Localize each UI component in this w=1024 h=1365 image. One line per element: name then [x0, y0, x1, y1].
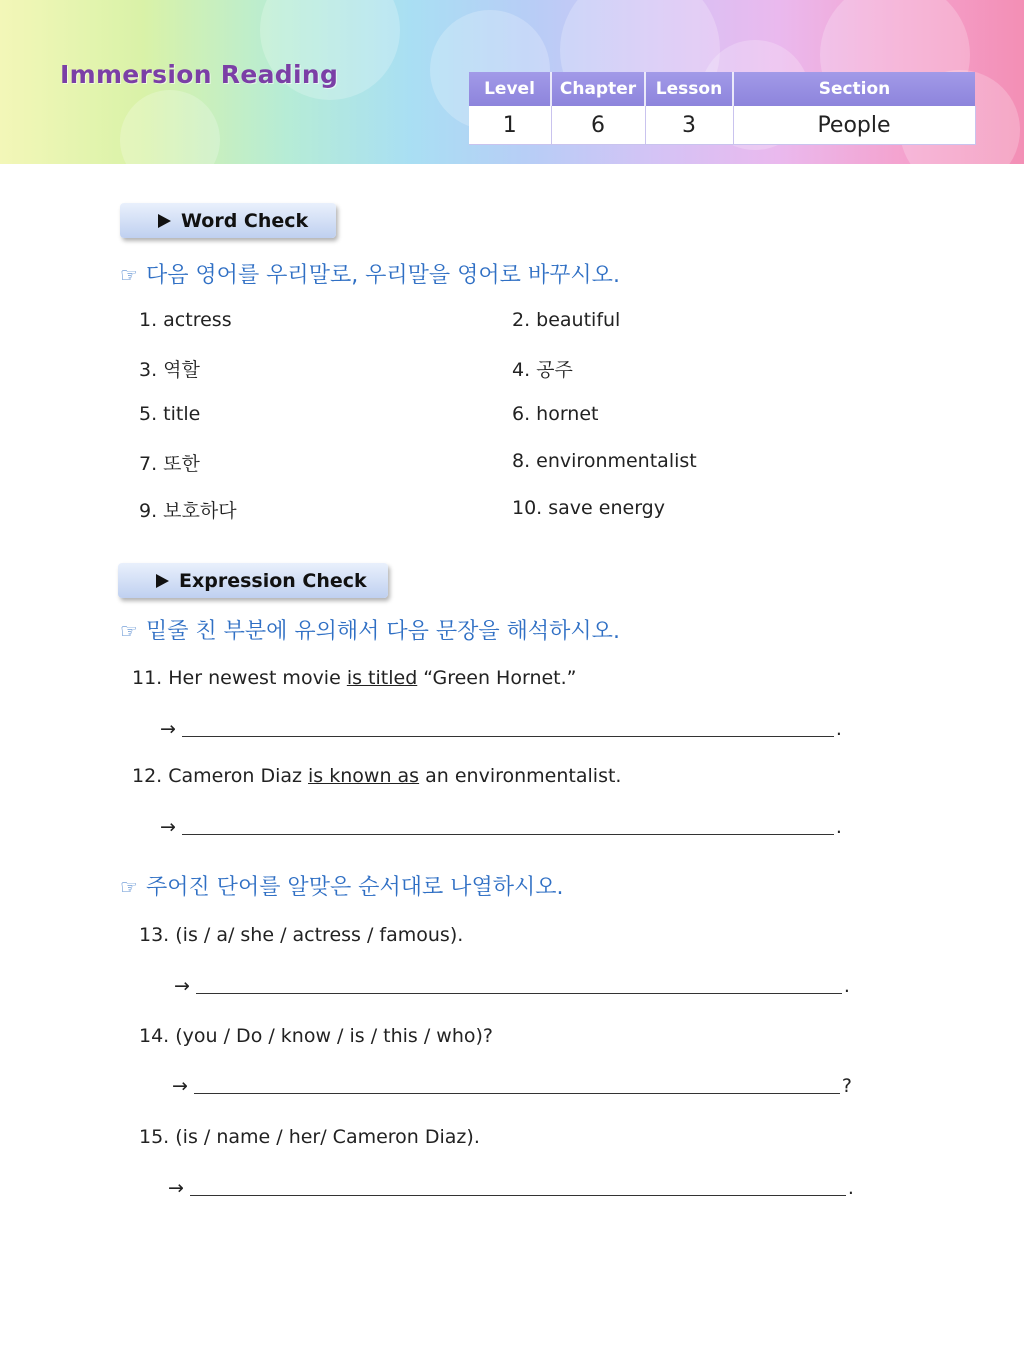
q11-text-post: “Green Hornet.”: [417, 667, 577, 689]
arrow-icon: →: [160, 816, 176, 838]
ordering-instruction: [120, 870, 563, 901]
instruction-text: 주어진 단어를 알맞은 순서대로 나열하시오.: [145, 875, 564, 900]
word-item-8: 8. environmentalist: [512, 450, 697, 472]
lesson-info-table: [469, 72, 976, 145]
word-item-6: 6. hornet: [512, 403, 599, 425]
question-12: [132, 765, 621, 787]
word-check-tab: [120, 203, 336, 238]
expression-check-tab: [118, 563, 388, 598]
word-item-5: 5. title: [139, 403, 201, 425]
pointing-hand-icon: ☞: [120, 619, 138, 643]
word-check-label: Word Check: [181, 209, 309, 232]
answer-punct: ?: [841, 1075, 853, 1097]
answer-line-15[interactable]: [168, 1177, 854, 1199]
arrow-icon: →: [172, 1075, 188, 1097]
q12-text-pre: 12. Cameron Diaz: [132, 765, 309, 787]
header-banner: [0, 0, 1024, 164]
instruction-text: 밑줄 친 부분에 유의해서 다음 문장을 해석하시오.: [145, 619, 620, 644]
word-item-4: 4. 공주: [512, 359, 573, 381]
q11-underlined: is titled: [346, 667, 418, 689]
word-item-7: 7. 또한: [139, 453, 200, 475]
pointing-hand-icon: ☞: [120, 875, 138, 899]
q12-text-post: an environmentalist.: [419, 765, 622, 787]
value-lesson: 3: [645, 106, 733, 145]
answer-line-11[interactable]: [160, 718, 842, 740]
q11-text-pre: 11. Her newest movie: [132, 667, 347, 689]
arrow-icon: →: [168, 1177, 184, 1199]
blank-line[interactable]: [182, 718, 834, 737]
expression-check-instruction: [120, 614, 620, 645]
question-15: 15. (is / name / her/ Cameron Diaz).: [139, 1126, 480, 1148]
answer-line-12[interactable]: [160, 816, 842, 838]
answer-line-13[interactable]: [174, 975, 850, 997]
answer-punct: .: [835, 816, 842, 838]
word-check-instruction: [120, 258, 620, 289]
question-11: [132, 667, 577, 689]
answer-line-14[interactable]: [172, 1075, 852, 1097]
value-section: People: [733, 106, 975, 145]
word-item-3: 3. 역할: [139, 359, 200, 381]
header-section: Section: [733, 72, 975, 106]
play-triangle-icon: [156, 574, 169, 588]
value-level: 1: [469, 106, 551, 145]
expression-check-label: Expression Check: [179, 569, 367, 592]
question-14: 14. (you / Do / know / is / this / who)?: [139, 1025, 493, 1047]
app-title: Immersion Reading: [60, 60, 339, 89]
pointing-hand-icon: ☞: [120, 263, 138, 287]
header-chapter: Chapter: [551, 72, 645, 106]
q12-underlined: is known as: [308, 765, 420, 787]
word-item-9: 9. 보호하다: [139, 500, 237, 522]
play-triangle-icon: [158, 214, 171, 228]
header-lesson: Lesson: [645, 72, 733, 106]
question-13: 13. (is / a/ she / actress / famous).: [139, 924, 464, 946]
answer-punct: .: [847, 1177, 854, 1199]
blank-line[interactable]: [182, 816, 834, 835]
blank-line[interactable]: [196, 975, 842, 994]
word-item-10: 10. save energy: [512, 497, 665, 519]
instruction-text: 다음 영어를 우리말로, 우리말을 영어로 바꾸시오.: [145, 263, 620, 288]
arrow-icon: →: [160, 718, 176, 740]
answer-punct: .: [835, 718, 842, 740]
blank-line[interactable]: [194, 1075, 840, 1094]
word-item-2: 2. beautiful: [512, 309, 621, 331]
header-level: Level: [469, 72, 551, 106]
arrow-icon: →: [174, 975, 190, 997]
blank-line[interactable]: [190, 1177, 846, 1196]
value-chapter: 6: [551, 106, 645, 145]
answer-punct: .: [843, 975, 850, 997]
word-item-1: 1. actress: [139, 309, 232, 331]
